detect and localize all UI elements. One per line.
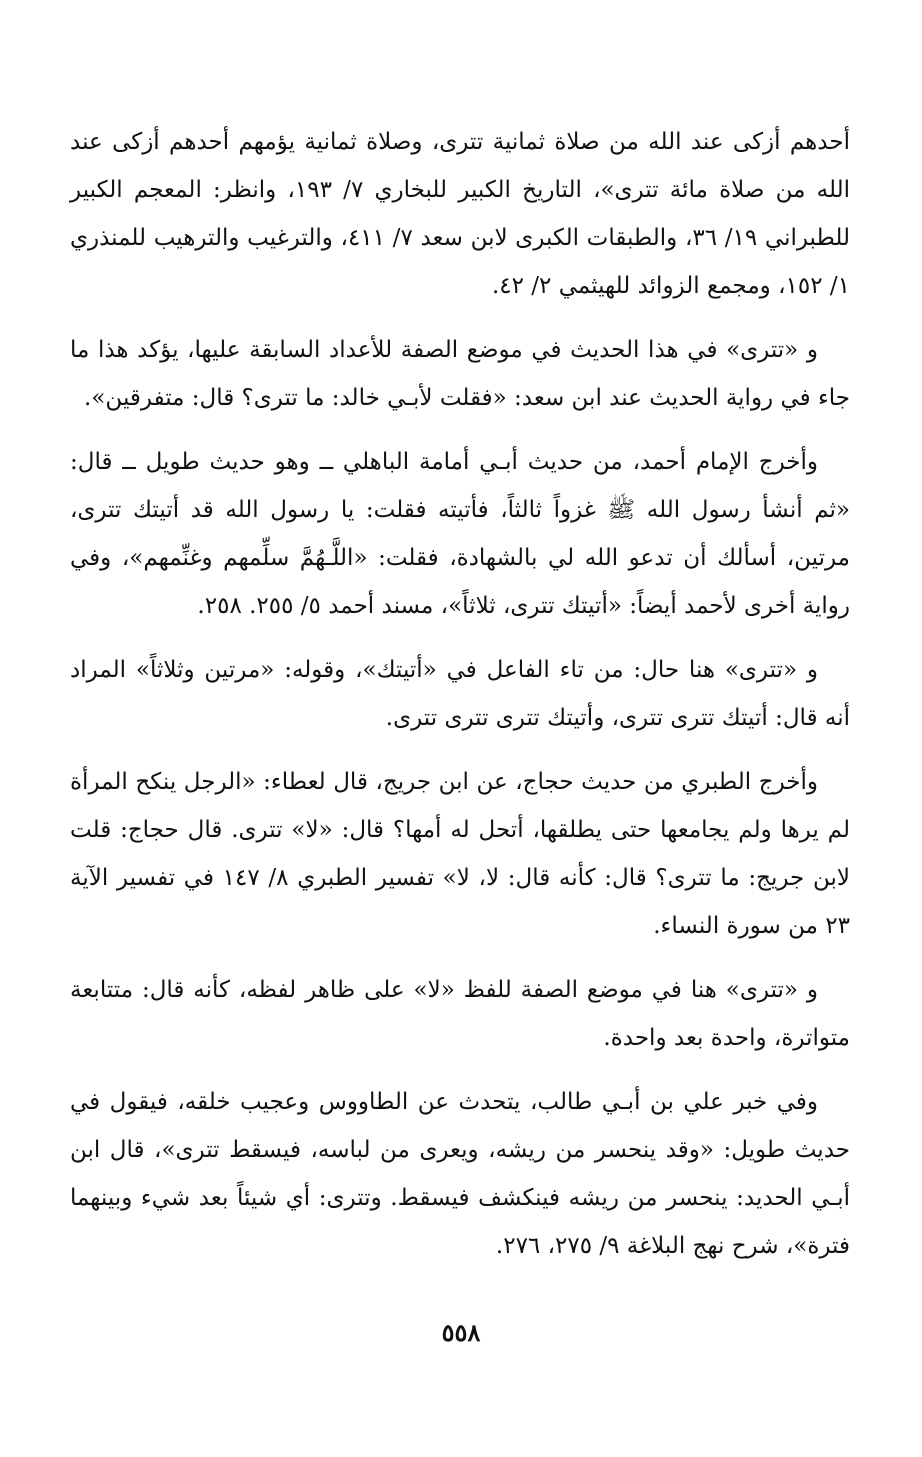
paragraph-tatra-hal: و «تترى» هنا حال: من تاء الفاعل في «أتيتك»، وقوله: «مرتين وثلاثاً» المراد أنه قال: أتيتك تترى تترى، وأتيتك تترى تترى تترى. <box>70 657 850 731</box>
paragraph-tabari-hadith: وأخرج الطبري من حديث حجاج، عن ابن جريج، قال لعطاء: «الرجل ينكح المرأة لم يرها ولم يجامعها حتى يطلقها، أتحل له أمها؟ قال: «لا» تترى. قال حجاج: قلت لابن جريج: ما تترى؟ قال: كأنه قال: لا، لا» تفسير الطبري ٨/ ١٤٧ في تفسير الآية ٢٣ من سورة النساء. <box>70 769 850 939</box>
paragraph-ahmad-hadith: وأخرج الإمام أحمد، من حديث أبـي أمامة الباهلي ــ وهو حديث طويل ــ قال: «ثم أنشأ رسول الله ﷺ غزواً ثالثاً، فأتيته فقلت: يا رسول الله قد أتيتك تترى، مرتين، أسألك أن تدعو الله لي بالشهادة، فقلت: «اللَّـهُمَّ سلِّمهم وغنِّمهم»، وفي رواية أخرى لأحمد أيضاً: «أتيتك تترى، ثلاثاً»، مسند أحمد ٥/ ٢٥٥. ٢٥٨. <box>70 449 850 619</box>
page-body <box>70 118 850 1286</box>
paragraph-tatra-sifa-la: و «تترى» هنا في موضع الصفة للفظ «لا» على ظاهر لفظه، كأنه قال: متتابعة متواترة، واحدة بعد واحدة. <box>70 977 850 1051</box>
page-number: ٥٥٨ <box>441 1318 481 1347</box>
paragraph-tatra-adjective: و «تترى» في هذا الحديث في موضع الصفة للأعداد السابقة عليها، يؤكد هذا ما جاء في رواية الحديث عند ابن سعد: «فقلت لأبـي خالد: ما تترى؟ قال: متفرقين». <box>70 337 850 411</box>
paragraph-footnote-continuation: أحدهم أزكى عند الله من صلاة ثمانية تترى، وصلاة ثمانية يؤمهم أحدهم أزكى عند الله من صلاة مائة تترى»، التاريخ الكبير للبخاري ٧/ ١٩٣، وانظر: المعجم الكبير للطبراني ١٩/ ٣٦، والطبقات الكبرى لابن سعد ٧/ ٤١١، والترغيب والترهيب للمنذري ١/ ١٥٢، ومجمع الزوائد للهيثمي ٢/ ٤٢. <box>70 129 850 299</box>
paragraph-ali-peacock: وفي خبر علي بن أبـي طالب، يتحدث عن الطاووس وعجيب خلقه، فيقول في حديث طويل: «وقد ينحسر من ريشه، ويعرى من لباسه، فيسقط تترى»، قال ابن أبـي الحديد: ينحسر من ريشه فينكشف فيسقط. وتترى: أي شيئاً بعد شيء وبينهما فترة»، شرح نهج البلاغة ٩/ ٢٧٥، ٢٧٦. <box>70 1089 850 1259</box>
